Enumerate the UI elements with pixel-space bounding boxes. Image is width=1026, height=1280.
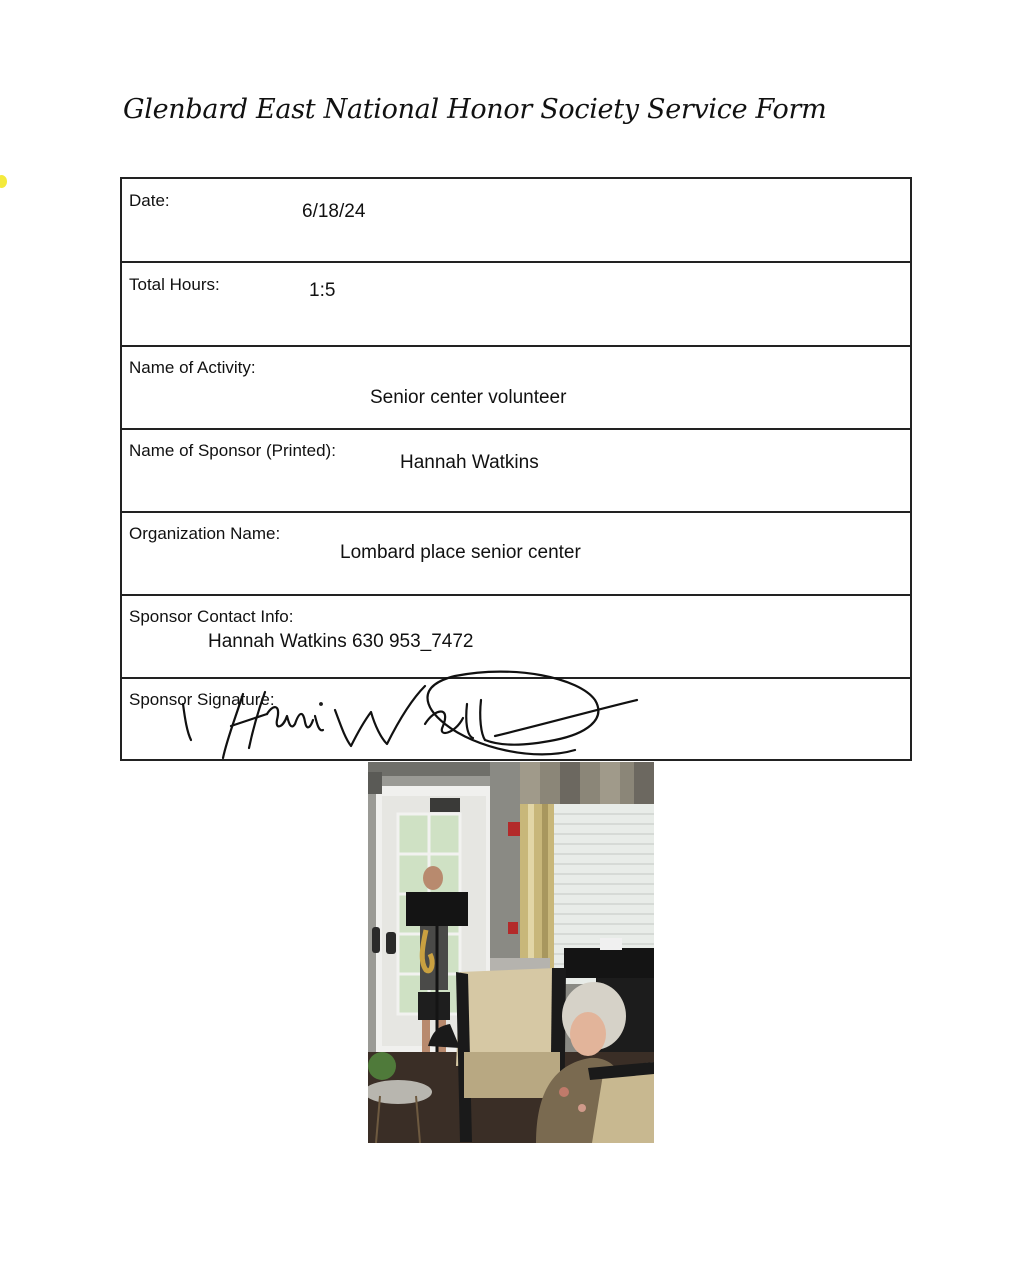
contact-value: Hannah Watkins 630 953_7472 <box>208 631 474 652</box>
date-value: 6/18/24 <box>302 201 366 222</box>
form-title: Glenbard East National Honor Society Service Form <box>123 94 827 125</box>
organization-label: Organization Name: <box>129 524 281 543</box>
date-row <box>122 179 910 261</box>
sponsor-name-value: Hannah Watkins <box>400 452 539 473</box>
activity-value: Senior center volunteer <box>370 387 567 408</box>
contact-label: Sponsor Contact Info: <box>129 607 294 626</box>
activity-row <box>122 345 910 428</box>
date-label: Date: <box>129 191 170 210</box>
organization-value: Lombard place senior center <box>340 542 581 563</box>
highlighter-mark <box>0 175 7 188</box>
activity-photo <box>368 762 654 1143</box>
sponsor-name-row <box>122 428 910 511</box>
organization-row <box>122 511 910 594</box>
signature-label: Sponsor Signature: <box>129 690 275 709</box>
sponsor-name-label: Name of Sponsor (Printed): <box>129 441 336 460</box>
total-hours-label: Total Hours: <box>129 275 220 294</box>
total-hours-row <box>122 261 910 345</box>
activity-label: Name of Activity: <box>129 358 256 377</box>
handwritten-signature <box>175 664 645 764</box>
senior-center-photo-illustration <box>368 762 654 1143</box>
total-hours-value: 1:5 <box>309 280 336 301</box>
